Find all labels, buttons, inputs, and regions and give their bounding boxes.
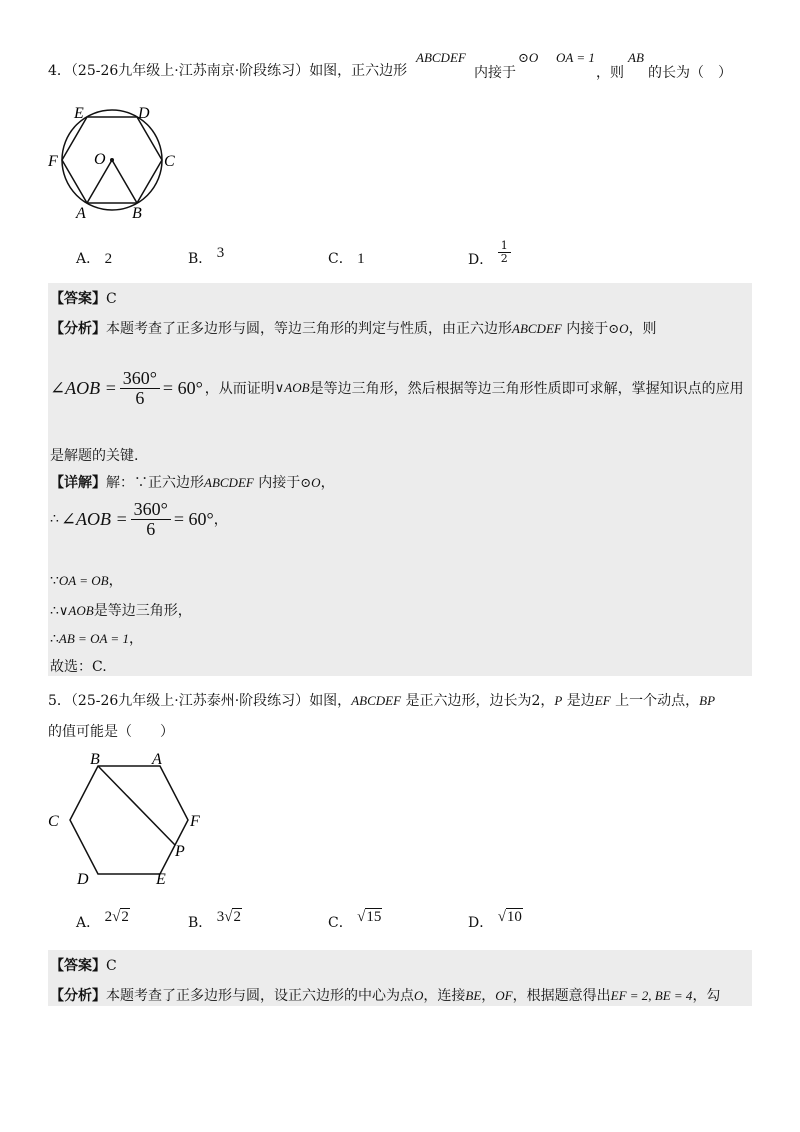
- radical: √2: [224, 909, 241, 925]
- q4-figure: [46, 98, 196, 228]
- detail-text: ，: [108, 573, 123, 589]
- option-letter: B．: [188, 915, 213, 931]
- q5-label-e: E: [156, 871, 166, 888]
- option-letter: C．: [328, 915, 353, 931]
- hex-label: ABCDEF: [204, 475, 254, 490]
- analysis-tag: 【分析】: [50, 321, 106, 337]
- detail-tag: 【详解】: [50, 475, 106, 491]
- therefore-symbol: ∴: [50, 631, 59, 647]
- q4-detail-line6: [50, 656, 107, 676]
- analysis-tag: 【分析】: [50, 988, 106, 1004]
- circle-label: ⊙O: [608, 321, 629, 336]
- q5-label-a: A: [152, 751, 162, 768]
- q5-option-d: [468, 906, 523, 931]
- analysis-text: ，连接: [423, 988, 466, 1004]
- analysis-text: 是等边三角形，然后根据等边三角形性质即可求解，掌握知识点的应用: [309, 381, 744, 398]
- angle-result: = 60°: [162, 377, 203, 398]
- radicand: 2: [121, 909, 129, 925]
- option-letter: C．: [328, 251, 353, 267]
- radical-coef: 3: [216, 909, 225, 925]
- detail-text: ，: [128, 631, 143, 647]
- option-value: 3: [216, 245, 225, 261]
- q4-detail-line5: [50, 628, 143, 648]
- q4-label-d: D: [138, 105, 150, 122]
- angle-expr: ∠AOB =: [50, 377, 117, 398]
- segment-label: BE: [465, 988, 482, 1003]
- q5-stem-line1: [48, 690, 715, 710]
- q4-length-text: 的长为（ ）: [648, 65, 732, 81]
- radical: √2: [112, 909, 129, 925]
- analysis-text: 内接于: [566, 321, 609, 337]
- option-letter: A．: [76, 915, 101, 931]
- analysis-text: 本题考查了正多边形与圆，设正六边形的中心为点: [106, 988, 414, 1004]
- equation: OA = OB: [58, 573, 109, 588]
- analysis-text: ，则: [628, 321, 657, 337]
- option-value: [498, 909, 523, 925]
- because-symbol: ∵: [50, 573, 59, 589]
- segment-label: OF: [495, 988, 513, 1003]
- answer-tag: 【答案】: [50, 291, 106, 307]
- q4-detail-line1: [50, 472, 335, 492]
- q5-text: 上一个动点，: [615, 693, 700, 709]
- q4-then-text: ，则: [596, 65, 624, 81]
- option-letter: B．: [188, 251, 213, 267]
- q5-label-p: P: [175, 843, 185, 860]
- q4-label-o: O: [94, 151, 106, 168]
- circle-label: ⊙O: [300, 475, 321, 490]
- q4-source: （25-26九年级上·江苏南京·阶段练习）: [70, 63, 310, 79]
- q5-hexagon: [70, 766, 188, 874]
- q4-label-c: C: [164, 153, 175, 170]
- frac-den: 2: [500, 251, 508, 265]
- q5-analysis-line1: [50, 985, 720, 1005]
- q5-segment-bp: [98, 766, 175, 845]
- q4-label-a: A: [76, 205, 86, 222]
- q5-option-c: [328, 906, 382, 931]
- q4-analysis-line3: [50, 445, 138, 465]
- q4-label-b: B: [132, 205, 142, 222]
- q4-label-f: F: [48, 153, 58, 170]
- q5-label-f: F: [190, 813, 200, 830]
- q4-ab-label: AB: [628, 50, 644, 65]
- angle-result: = 60°: [173, 508, 214, 529]
- detail-text: 是等边三角形，: [93, 603, 192, 619]
- detail-text: 内接于: [258, 475, 301, 491]
- detail-text: ，: [320, 475, 335, 491]
- q5-stem-line2: [48, 721, 174, 741]
- q4-option-c: [328, 248, 365, 268]
- option-letter: A．: [76, 251, 101, 267]
- answer-value: C: [106, 958, 117, 974]
- q5-text: 是正六边形，边长为2，: [405, 693, 555, 709]
- point-label: P: [554, 693, 563, 708]
- q5-figure: [44, 750, 214, 890]
- q4-detail-line4: [50, 600, 192, 620]
- option-letter: D．: [468, 915, 494, 931]
- q4-hex-label: ABCDEF: [416, 50, 466, 65]
- frac-den: 6: [135, 387, 145, 408]
- detail-text: ，: [213, 512, 228, 529]
- analysis-text: 是解题的关键.: [50, 448, 139, 464]
- radicand: 2: [233, 909, 241, 925]
- radicand: 10: [506, 909, 522, 925]
- q4-option-a: [76, 248, 112, 268]
- q5-option-a: [76, 906, 130, 931]
- equation: AB = OA = 1: [58, 631, 129, 646]
- q4-text: 如图，正六边形: [309, 63, 408, 79]
- frac-den: 6: [146, 518, 156, 539]
- angle-fraction: [120, 369, 160, 408]
- q4-stem: [48, 60, 407, 80]
- q4-option-b: [188, 245, 225, 268]
- option-value: 2: [104, 251, 113, 267]
- q5-text: 的值可能是（ ）: [48, 724, 174, 740]
- q4-detail-line2: [50, 500, 228, 539]
- option-value: [217, 909, 242, 925]
- analysis-text: ，根据题意得出: [512, 988, 611, 1004]
- frac-num: 1: [498, 240, 511, 253]
- q5-label-d: D: [77, 871, 89, 888]
- therefore-symbol: ∴: [50, 603, 59, 619]
- choose-text: 故选：: [50, 659, 92, 675]
- triangle-label: ∨AOB: [58, 603, 94, 618]
- q4-center-dot: [110, 158, 114, 162]
- analysis-text: ，勾: [692, 988, 721, 1004]
- option-letter: D．: [468, 252, 494, 269]
- option-value: [357, 909, 382, 925]
- point-label: O: [414, 988, 424, 1003]
- angle-fraction: [131, 500, 171, 539]
- analysis-text: 本题考查了正多边形与圆，等边三角形的判定与性质，由正六边形: [106, 321, 512, 337]
- therefore-symbol: ∴: [50, 511, 59, 528]
- detail-text: 解：∵正六边形: [106, 475, 204, 491]
- triangle-label: ∨AOB: [274, 380, 310, 396]
- q5-text: 是边: [566, 693, 595, 709]
- q4-analysis-line1: [50, 318, 657, 338]
- segment-label: BP: [699, 693, 716, 708]
- hex-label: ABCDEF: [512, 321, 562, 336]
- segment-label: EF: [594, 693, 611, 708]
- frac-num: 360°: [120, 369, 160, 389]
- q4-inscribed-text: 内接于: [474, 65, 516, 81]
- answer-tag: 【答案】: [50, 958, 106, 974]
- answer-value: C: [106, 291, 117, 307]
- q5-number: 5．: [48, 693, 71, 709]
- q4-option-d: [468, 239, 511, 269]
- q4-detail-line3: [50, 570, 123, 590]
- radical: √15: [357, 909, 382, 925]
- equation: EF = 2, BE = 4: [610, 988, 693, 1003]
- option-fraction: [498, 240, 511, 264]
- analysis-text: ，从而证明: [204, 381, 275, 398]
- q5-answer: [50, 955, 117, 975]
- hex-label: ABCDEF: [351, 693, 402, 708]
- option-value: 1: [357, 251, 365, 267]
- radical-coef: 2: [104, 909, 113, 925]
- frac-num: 360°: [131, 500, 171, 520]
- detail-text: .: [102, 659, 107, 675]
- q5-source: （25-26九年级上·江苏泰州·阶段练习）: [70, 693, 310, 709]
- radicand: 15: [366, 909, 382, 925]
- q4-circle-label: ⊙O: [518, 50, 539, 65]
- q4-analysis-line2: [50, 369, 744, 408]
- option-value: [105, 909, 130, 925]
- q5-text: 如图，: [309, 693, 352, 709]
- q5-label-b: B: [90, 751, 100, 768]
- q4-label-e: E: [74, 105, 84, 122]
- analysis-text: ，: [481, 988, 496, 1004]
- radical: √10: [497, 909, 522, 925]
- q4-answer: [50, 288, 117, 308]
- q4-number: 4．: [48, 63, 71, 79]
- q4-oa-eq: OA = 1: [556, 50, 595, 65]
- angle-expr: ∠AOB =: [60, 508, 128, 529]
- q5-label-c: C: [48, 813, 59, 830]
- choose-answer: C: [92, 659, 103, 675]
- q5-option-b: [188, 906, 242, 931]
